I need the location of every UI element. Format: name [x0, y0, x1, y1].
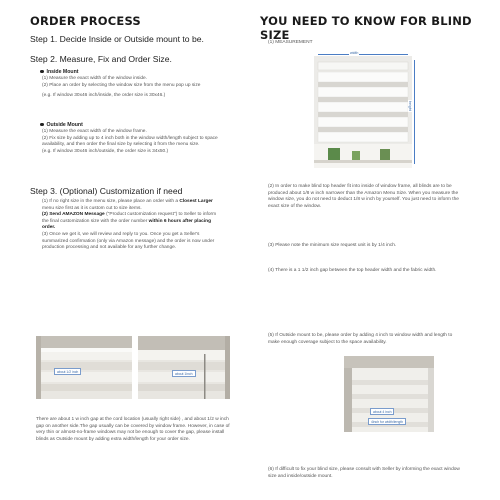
height-dimension-line — [414, 60, 415, 164]
four-inch-width-length-label: 4inch for width/length — [368, 418, 406, 425]
bullet-icon — [40, 123, 44, 127]
inside-mount-gap-photo-left — [36, 336, 132, 399]
step-1: Step 1. Decide Inside or Outside mount to be. — [30, 34, 204, 44]
order-process-column — [24, 8, 252, 28]
outside-mount-steps: (1) Measure the exact width of the window frame. (2) Fix size by adding up to 4 inch both in the window width/length subject to space availability, and then order the final size by selecting it from the menu size. (e.g. If window 30x46 inch/outside, the order size is 34x50.) — [42, 129, 218, 154]
gap-explanation: There are about 1 w inch gap at the cord location (usually right side) , and about 1/2 w inch gap on another side.The gap usually can be covered by window frame. However, in case of very thin or almost-no-frame windows may not be enough to cover the gap, please install blinds as Outside mount by adding extra width/length for your order size. — [36, 417, 230, 442]
note-6: (6) If difficult to fix your blind size, please consult with Seller by informing the exact window size and inside/outside mount. — [268, 467, 460, 479]
window-blind-illustration — [314, 56, 412, 168]
gap-label-one-inch: about 1inch — [172, 370, 196, 377]
outside-mount-heading: Outside Mount — [40, 122, 83, 128]
inside-mount-steps: (1) Measure the exact width of the window inside. (2) Place an order by selecting the window size from the menu pop up size (e.g. If window 30x46 inch/inside, the order size is 30x46.) — [42, 76, 201, 99]
width-label: width — [350, 51, 359, 55]
about-four-inch-label: about 4 inch — [370, 408, 394, 415]
blind-size-column — [256, 8, 492, 42]
note-2: (2) In order to make blind top header fit into inside of window frame, all blinds are to be produced about 1/8 w inch narrower than the Amazon Menu Size. When you measure the window size, you do not need to deduct 1/8 w inch by yourself. You just need to inform the exact size of the window. — [268, 184, 459, 209]
note-5: (5) If Outside mount to be, please order by adding 4 inch to window width and length to make enough coverage subject to the space availability. — [268, 333, 453, 345]
order-process-title: ORDER PROCESS — [30, 14, 141, 28]
note-3: (3) Please note the minimum size request unit is by 1/4 inch. — [268, 243, 397, 248]
note-4: (4) There is a 1 1/2 inch gap between the top header width and the fabric width. — [268, 268, 437, 273]
height-label: height — [408, 101, 412, 111]
blind-header-image — [138, 336, 230, 399]
step-3: Step 3. (Optional) Customization if need — [30, 186, 183, 196]
bullet-icon — [40, 70, 44, 74]
blind-header-image — [36, 336, 132, 399]
blind-size-title: YOU NEED TO KNOW FOR BLIND SIZE — [260, 14, 472, 42]
outside-mount-photo — [344, 356, 434, 432]
width-dimension-line — [318, 54, 408, 55]
inside-mount-heading: Inside Mount — [40, 69, 79, 75]
measurement-label: (1) MEASUREMENT — [268, 40, 313, 45]
inside-mount-gap-photo-right — [138, 336, 230, 399]
customization-steps: (1) If no right size in the menu size, please place an order with a Closest Larger menu size first as it is custom cut to size items. (2) Send AMAZON Message ("Product customization request") to Seller to inform the final customization size with the order number within 6 hours after placing order. (3) Once we get it, we will review and reply to you. Once you get a Seller's summarized confirmation (only via Amazon message) and the order is now under production processing and not available for any further change. — [42, 199, 217, 251]
step-2: Step 2. Measure, Fix and Order Size. — [30, 54, 172, 64]
measurement-blind-image — [314, 56, 412, 168]
gap-label-half-inch: about 1/2 inch — [54, 368, 81, 375]
